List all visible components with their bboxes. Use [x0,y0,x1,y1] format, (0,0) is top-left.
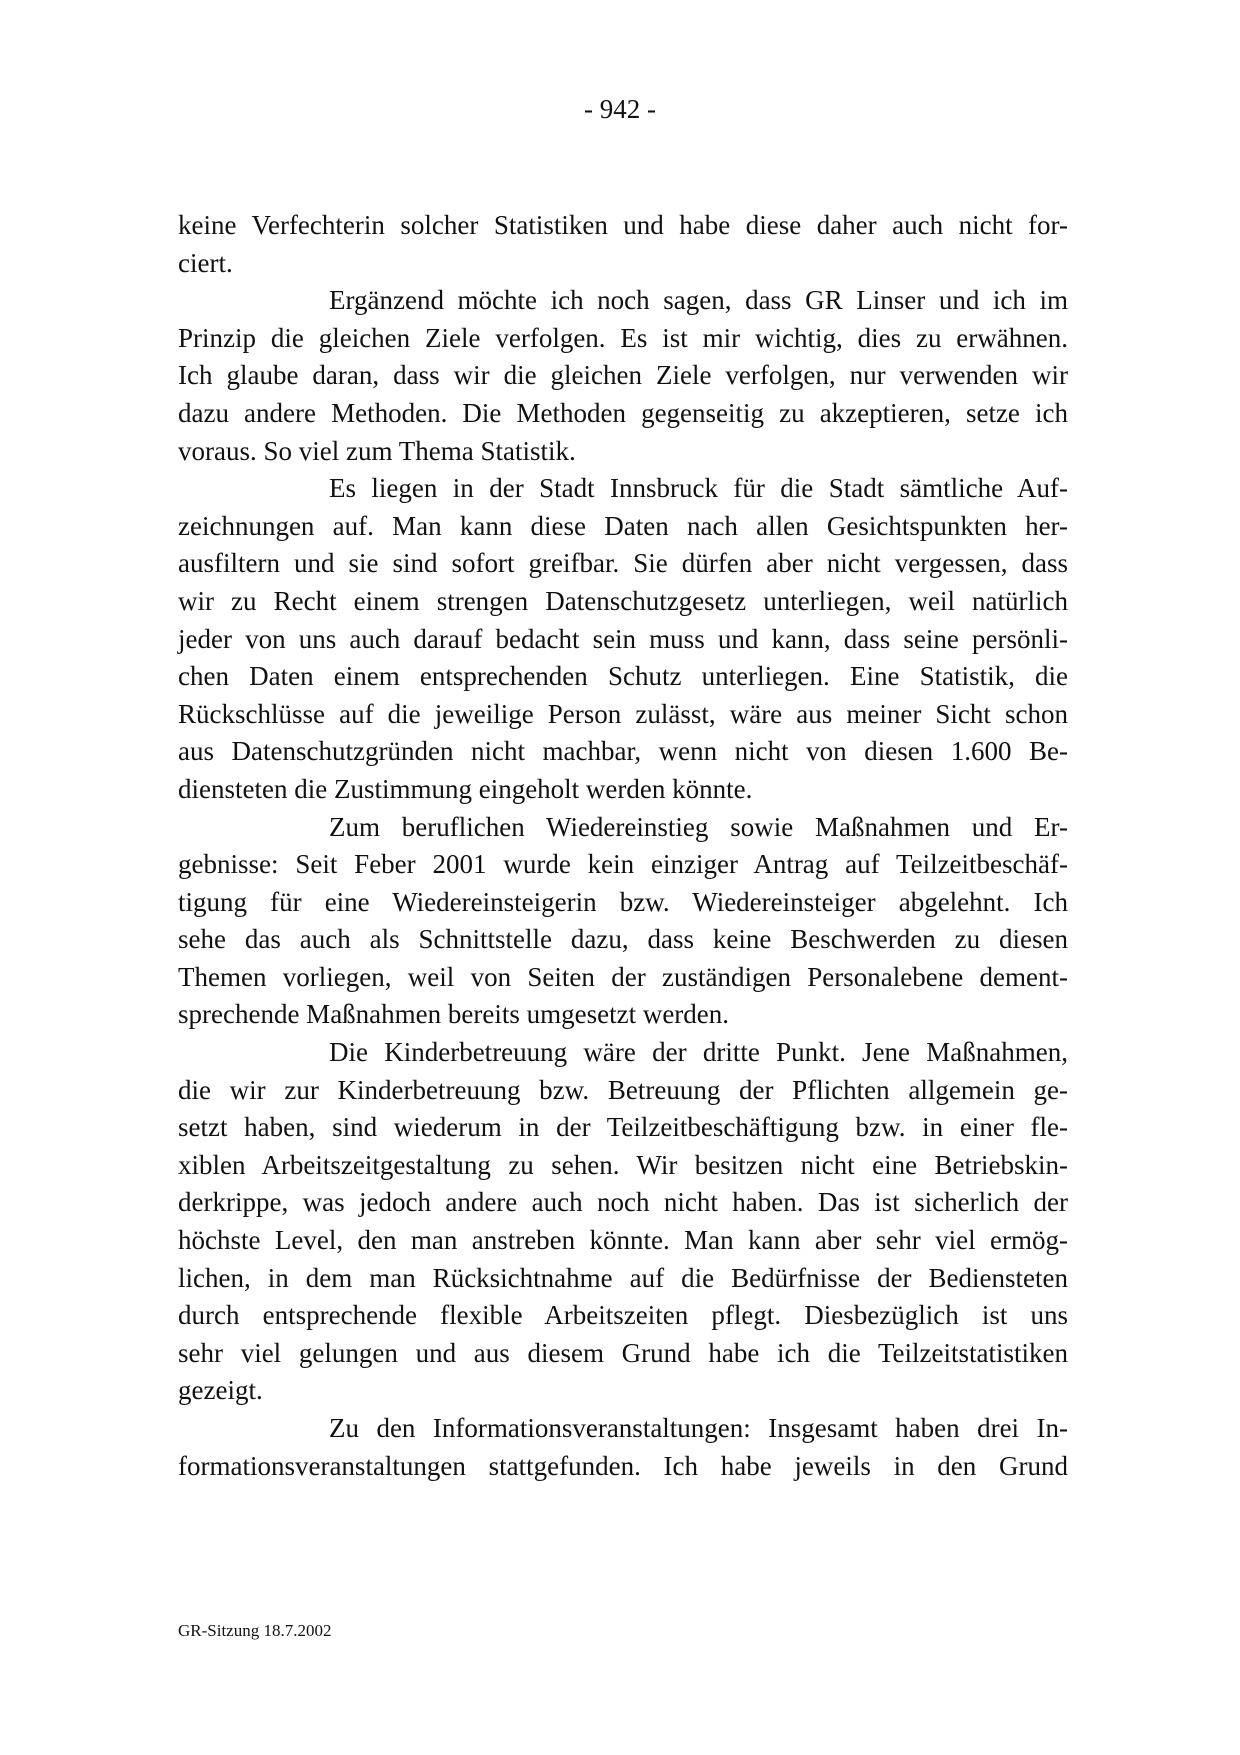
text-line: aus Datenschutzgründen nicht machbar, wenn nicht von diesen 1.600 Be- [178,736,1068,767]
text-line: diensteten die Zustimmung eingeholt werden könnte. [178,773,753,804]
text-line: Ich glaube daran, dass wir die gleichen Ziele verfolgen, nur verwenden wir [178,360,1068,391]
text-line: dazu andere Methoden. Die Methoden gegenseitig zu akzeptieren, setze ich [178,397,1068,428]
paragraph [178,470,1068,808]
text-line: sehe das auch als Schnittstelle dazu, dass keine Beschwerden zu diesen [178,924,1068,955]
text-line: sehr viel gelungen und aus diesem Grund habe ich die Teilzeitstatistiken [178,1337,1068,1368]
text-line: die wir zur Kinderbetreuung bzw. Betreuung der Pflichten allgemein ge- [178,1074,1068,1105]
footer-session-date: GR-Sitzung 18.7.2002 [178,1621,332,1640]
text-line: keine Verfechterin solcher Statistiken und habe diese daher auch nicht for- [178,210,1068,240]
text-line: Rückschlüsse auf die jeweilige Person zulässt, wäre aus meiner Sicht schon [178,698,1068,729]
text-line: ausfiltern und sie sind sofort greifbar. Sie dürfen aber nicht vergessen, dass [178,548,1068,579]
paragraph [178,282,1068,470]
text-line: setzt haben, sind wiederum in der Teilzeitbeschäftigung bzw. in einer fle- [178,1112,1068,1143]
text-line: Zum beruflichen Wiedereinstieg sowie Maßnahmen und Er- [329,811,1068,842]
paragraph [178,207,1068,282]
text-line: Themen vorliegen, weil von Seiten der zuständigen Personalebene dement- [178,961,1068,992]
page-number: - 942 - [584,94,656,124]
text-line: Es liegen in der Stadt Innsbruck für die Stadt sämtliche Auf- [329,473,1068,504]
text-line: xiblen Arbeitszeitgestaltung zu sehen. Wir besitzen nicht eine Betriebskin- [178,1149,1068,1180]
text-line: durch entsprechende flexible Arbeitszeiten pflegt. Diesbezüglich ist uns [178,1300,1068,1331]
text-line: gezeigt. [178,1375,263,1406]
paragraph [178,1034,1068,1410]
text-line: ciert. [178,247,233,278]
text-line: Zu den Informationsveranstaltungen: Insgesamt haben drei In- [329,1413,1068,1443]
text-line: Ergänzend möchte ich noch sagen, dass GR Linser und ich im [329,285,1068,316]
text-line: sprechende Maßnahmen bereits umgesetzt werden. [178,999,730,1030]
text-line: formationsveranstaltungen stattgefunden. Ich habe jeweils in den Grund [178,1450,1068,1481]
text-line: voraus. So viel zum Thema Statistik. [178,435,576,466]
text-line: derkrippe, was jedoch andere auch noch nicht haben. Das ist sicherlich der [178,1187,1068,1218]
text-line: Die Kinderbetreuung wäre der dritte Punkt. Jene Maßnahmen, [329,1037,1068,1068]
text-line: lichen, in dem man Rücksichtnahme auf die Bedürfnisse der Bediensteten [178,1262,1068,1293]
body-text [178,207,1068,1485]
text-line: höchste Level, den man anstreben könnte. Man kann aber sehr viel ermög- [178,1225,1068,1256]
text-line: wir zu Recht einem strengen Datenschutzgesetz unterliegen, weil natürlich [178,585,1068,616]
text-line: zeichnungen auf. Man kann diese Daten nach allen Gesichtspunkten her- [178,510,1068,541]
text-line: chen Daten einem entsprechenden Schutz unterliegen. Eine Statistik, die [178,661,1068,692]
text-line: tigung für eine Wiedereinsteigerin bzw. Wiedereinsteiger abgelehnt. Ich [178,886,1068,917]
text-line: Prinzip die gleichen Ziele verfolgen. Es ist mir wichtig, dies zu erwähnen. [178,322,1068,353]
text-line: jeder von uns auch darauf bedacht sein muss und kann, dass seine persönli- [178,623,1068,654]
paragraph [178,809,1068,1035]
paragraph [178,1410,1068,1485]
text-line: gebnisse: Seit Feber 2001 wurde kein einziger Antrag auf Teilzeitbeschäf- [178,849,1068,880]
